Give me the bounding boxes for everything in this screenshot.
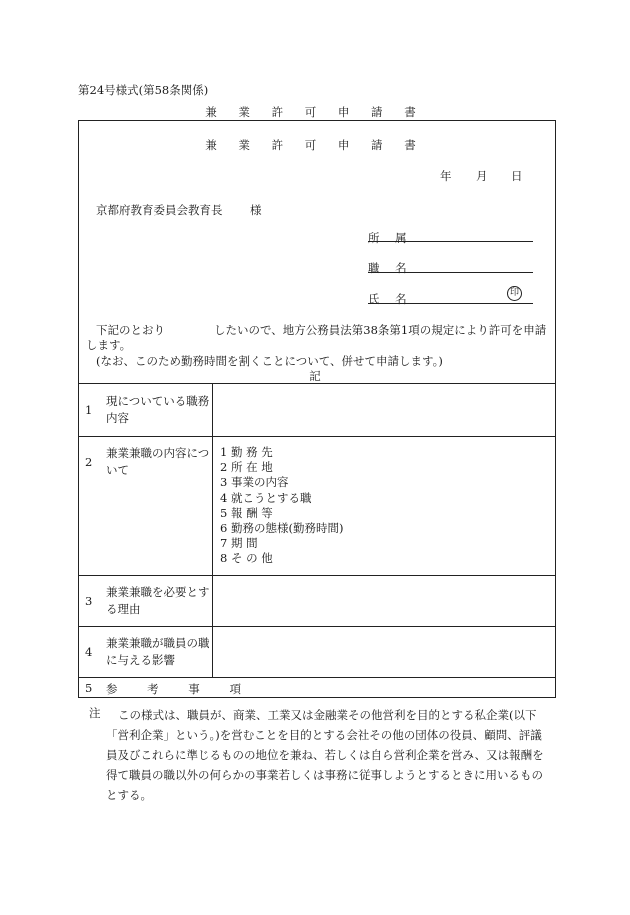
list-item: 6 勤務の態様(勤務時間) <box>220 521 344 536</box>
column-divider <box>212 383 213 677</box>
row-number: 4 <box>85 645 93 659</box>
date-day: 日 <box>511 169 523 183</box>
list-item: 8 そ の 他 <box>220 551 273 566</box>
seal-mark: 印 <box>507 286 522 301</box>
name-label: 氏 名 <box>368 292 413 306</box>
table-top-border <box>78 383 556 384</box>
note-marker: 注 <box>89 706 101 720</box>
affiliation-line <box>368 241 533 242</box>
position-line <box>368 272 533 273</box>
note-text: この様式は、職員が、商業、工業又は金融業その他営利を目的とする私企業(以下「営利企業」という。)を営むことを目的とする会社その他の団体の役員、顧問、評議員及びこれらに準じるものの地位を兼ね、若しくは自ら営利企業を営み、又は報酬を得て職員の職以外の何らかの事業若しくは事務に従事しようとするときに用いるものとする。 <box>106 708 544 802</box>
document-title: 兼 業 許 可 申 請 書 <box>205 105 425 119</box>
honorific: 様 <box>250 203 262 217</box>
list-item: 5 報 酬 等 <box>220 505 273 520</box>
request-note: (なお、このため勤務時間を割くことについて、併せて申請します。) <box>96 354 443 368</box>
list-item: 4 就こうとする職 <box>220 490 312 505</box>
row-label: 参 考 事 項 <box>106 682 254 696</box>
position-label: 職 名 <box>368 261 413 275</box>
request-text-start: 下記のとおり <box>96 323 165 337</box>
ki-marker: 記 <box>309 369 321 383</box>
date-month: 月 <box>476 169 488 183</box>
row-divider <box>78 677 556 678</box>
list-item: 2 所 在 地 <box>220 460 273 475</box>
row-label: 兼業兼職の内容について <box>106 446 210 477</box>
row-divider <box>78 575 556 576</box>
row-number: 2 <box>85 455 93 469</box>
row-number: 5 <box>85 681 93 695</box>
form-number-label: 第24号様式(第58条関係) <box>78 83 209 97</box>
row-label: 兼業兼職が職員の職に与える影響 <box>106 636 210 667</box>
list-item: 3 事業の内容 <box>220 475 289 490</box>
affiliation-label: 所 属 <box>368 231 413 245</box>
row-label: 兼業兼職を必要とする理由 <box>106 585 210 616</box>
row-label: 現についている職務内容 <box>106 394 210 425</box>
row-divider <box>78 626 556 627</box>
content-item-list <box>220 445 343 567</box>
request-text-body: したいので、地方公務員法第38条第1項の規定により許可を申請 <box>214 323 547 337</box>
list-item: 7 期 間 <box>220 536 258 551</box>
row-number: 1 <box>85 403 93 417</box>
row-divider <box>78 436 556 437</box>
date-year: 年 <box>440 169 452 183</box>
name-line <box>368 303 533 304</box>
addressee: 京都府教育委員会教育長 <box>96 203 223 217</box>
row-number: 3 <box>85 594 93 608</box>
request-text-end: します。 <box>86 338 132 352</box>
list-item: 1 勤 務 先 <box>220 445 273 459</box>
form-title: 兼 業 許 可 申 請 書 <box>205 138 425 152</box>
